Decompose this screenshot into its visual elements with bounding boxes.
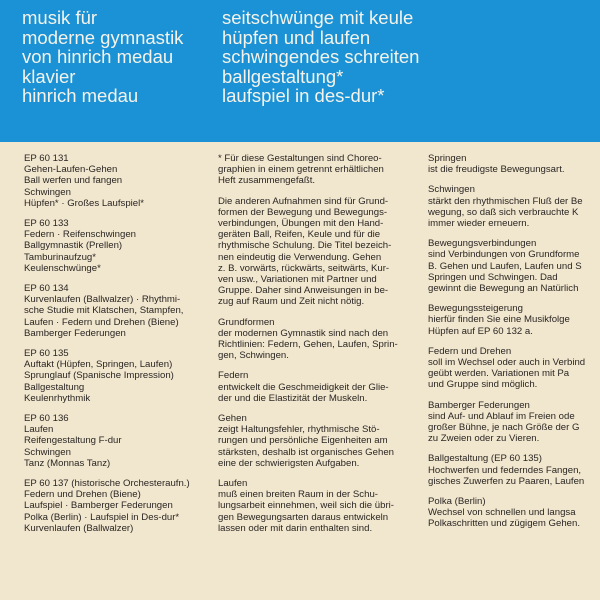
text-line: graphien in einem getrennt erhältlichen	[218, 164, 384, 176]
record-track: Tanz (Monnas Tanz)	[24, 457, 111, 469]
record-block	[24, 413, 212, 469]
record-track: Federn und Drehen (Biene)	[24, 489, 141, 501]
text-line: lassen oder mit darin enthalten sind.	[218, 522, 373, 534]
record-block	[24, 348, 212, 404]
glossary-entry	[428, 184, 600, 229]
title-banner	[0, 0, 600, 142]
text-line: muß einen breiten Raum in der Schu-	[218, 489, 378, 501]
text-line: Hüpfen auf EP 60 132 a.	[428, 325, 533, 337]
text-line: rhythmische Schulung. Die Titel bezeich-	[218, 240, 392, 252]
header-line: moderne gymnastik	[22, 26, 184, 48]
glossary-entry	[428, 496, 600, 530]
text-line: Springen und Schwingen. Dad	[428, 271, 558, 283]
glossary-column	[428, 153, 600, 539]
record-track: Bamberger Federungen	[24, 327, 126, 339]
paragraph	[218, 478, 414, 534]
text-line: gen, Schwingen.	[218, 350, 289, 362]
text-line: der und die Elastizität der Muskeln.	[218, 392, 368, 404]
record-track: Kurvenlaufen (Ballwalzer) · Rhythmi-	[24, 294, 181, 306]
record-track: Gehen-Laufen-Gehen	[24, 164, 118, 176]
text-line: sind Auf- und Ablauf im Freien ode	[428, 410, 575, 422]
record-track: Keulenrhythmik	[24, 392, 91, 404]
text-line: immer wieder erneuern.	[428, 218, 530, 230]
record-track: Kurvenlaufen (Ballwalzer)	[24, 522, 134, 534]
text-line: Richtlinien: Federn, Gehen, Laufen, Sprin-	[218, 339, 398, 351]
text-line: Polkaschritten und zügigem Gehen.	[428, 518, 580, 530]
record-code: EP 60 137 (historische Orchesteraufn.)	[24, 478, 190, 490]
header-right-column	[222, 8, 419, 106]
paragraph	[218, 413, 414, 469]
text-line: Gehen	[218, 413, 247, 425]
record-track: Auftakt (Hüpfen, Springen, Laufen)	[24, 359, 173, 371]
text-line: Hochwerfen und federndes Fangen,	[428, 464, 582, 476]
record-track: Federn · Reifenschwingen	[24, 229, 136, 241]
header-line: musik für	[22, 7, 98, 28]
text-line: Heft zusammengefaßt.	[218, 175, 316, 187]
record-block	[24, 283, 212, 339]
record-track: Ball werfen und fangen	[24, 175, 123, 187]
text-line: Federn	[218, 370, 249, 382]
text-line: Die anderen Aufnahmen sind für Grund-	[218, 195, 389, 207]
text-line: der modernen Gymnastik sind nach den	[218, 327, 389, 339]
text-line: Bewegungsverbindungen	[428, 238, 537, 250]
record-track: Schwingen	[24, 186, 71, 198]
text-line: zu Zweien oder zu Vieren.	[428, 433, 540, 445]
text-line: * Für diese Gestaltungen sind Choreo-	[218, 153, 382, 164]
text-line: ven usw., Variationen mit Partner und	[218, 274, 377, 286]
text-line: ist die freudigste Bewegungsart.	[428, 164, 565, 176]
paragraph	[218, 370, 414, 404]
paragraph	[218, 196, 414, 308]
text-line: Schwingen	[428, 184, 475, 196]
text-line: Grundformen	[218, 316, 275, 328]
text-line: rungen und persönliche Eigenheiten am	[218, 435, 388, 447]
glossary-entry	[428, 346, 600, 391]
text-line: gisches Zuwerfen zu Paaren, Laufen	[428, 475, 585, 487]
record-track: Reifengestaltung F-dur	[24, 435, 122, 447]
text-line: Laufen	[218, 478, 248, 490]
text-line: geräten Ball, Reifen, Keule und für die	[218, 229, 381, 241]
text-line: sind Verbindungen von Grundforme	[428, 249, 580, 261]
header-line: schwingendes schreiten	[222, 46, 420, 67]
record-track: Hüpfen* · Großes Laufspiel*	[24, 197, 144, 209]
text-line: lungsarbeit einnehmen, weil sich die übri-	[218, 500, 394, 512]
record-track: Ballgestaltung	[24, 381, 85, 393]
text-line: Wechsel von schnellen und langsa	[428, 507, 576, 519]
text-line: stärksten, deshalb ist organisches Gehen	[218, 446, 394, 458]
text-line: Bamberger Federungen	[428, 399, 530, 411]
description-column	[218, 153, 414, 543]
paragraph	[218, 153, 414, 187]
record-track: Tamburinaufzug*	[24, 251, 96, 263]
record-track: sche Studie mit Klatschen, Stampfen,	[24, 305, 184, 317]
text-line: hierfür finden Sie eine Musikfolge	[428, 314, 570, 326]
text-line: Bewegungssteigerung	[428, 303, 523, 315]
text-line: gen Bewegungsarten daraus entwickeln	[218, 511, 389, 523]
text-line: Ballgestaltung (EP 60 135)	[428, 453, 542, 465]
text-line: stärkt den rhythmischen Fluß der Be	[428, 195, 583, 207]
header-line: klavier	[22, 65, 76, 87]
paragraph	[218, 317, 414, 362]
record-track: Sprunglauf (Spanische Impression)	[24, 370, 174, 382]
record-block	[24, 478, 212, 534]
record-code: EP 60 134	[24, 283, 69, 295]
text-line: großer Bühne, je nach Größe der G	[428, 422, 580, 434]
text-line: Gruppe. Daher sind Anweisungen in be-	[218, 285, 389, 297]
header-line: ballgestaltung*	[222, 65, 344, 87]
record-block	[24, 218, 212, 274]
record-code: EP 60 133	[24, 218, 69, 230]
glossary-entry	[428, 453, 600, 487]
text-line: soll im Wechsel oder auch in Verbind	[428, 357, 586, 369]
header-line: laufspiel in des-dur*	[222, 85, 385, 106]
glossary-entry	[428, 400, 600, 445]
text-line: zeigt Haltungsfehler, rhythmische Stö-	[218, 424, 380, 436]
text-line: formen der Bewegung und Bewegungs-	[218, 206, 388, 218]
text-line: Federn und Drehen	[428, 345, 512, 357]
record-code: EP 60 131	[24, 153, 69, 164]
record-track: Laufspiel · Bamberger Federungen	[24, 500, 173, 512]
record-track: Ballgymnastik (Prellen)	[24, 240, 123, 252]
header-line: hinrich medau	[22, 85, 139, 106]
text-line: z. B. vorwärts, rückwärts, seitwärts, Kur-	[218, 262, 390, 274]
record-list-column	[24, 153, 212, 543]
glossary-entry	[428, 238, 600, 294]
glossary-entry	[428, 303, 600, 337]
text-line: eine der schwierigsten Aufgaben.	[218, 457, 360, 469]
text-line: gewinnt die Bewegung an Natürlich	[428, 283, 579, 295]
record-track: Laufen	[24, 424, 54, 436]
text-line: verbindungen, Übungen mit den Hand-	[218, 218, 384, 230]
header-line: hüpfen und laufen	[222, 26, 371, 48]
text-line: B. Gehen und Laufen, Laufen und S	[428, 260, 582, 272]
record-track: Keulenschwünge*	[24, 262, 101, 274]
record-code: EP 60 135	[24, 348, 69, 360]
record-track: Polka (Berlin) · Laufspiel in Des-dur*	[24, 511, 180, 523]
record-block	[24, 153, 212, 209]
record-track: Schwingen	[24, 446, 71, 458]
glossary-entry	[428, 153, 600, 175]
text-line: geübt werden. Variationen mit Pa	[428, 368, 570, 380]
text-line: Polka (Berlin)	[428, 496, 486, 508]
text-line: wegung, so daß sich verbrauchte K	[428, 206, 579, 218]
header-line: von hinrich medau	[22, 46, 174, 67]
text-line: und Gruppe sind möglich.	[428, 379, 538, 391]
text-line: nen eindeutig die Verwendung. Gehen	[218, 251, 382, 263]
header-line: seitschwünge mit keule	[222, 7, 414, 28]
record-code: EP 60 136	[24, 413, 69, 425]
text-line: entwickelt die Geschmeidigkeit der Glie-	[218, 381, 389, 393]
record-track: Laufen · Federn und Drehen (Biene)	[24, 316, 179, 328]
header-left-column	[22, 8, 183, 106]
text-line: zug auf Raum und Zeit nicht nötig.	[218, 296, 365, 308]
text-line: Springen	[428, 153, 467, 164]
